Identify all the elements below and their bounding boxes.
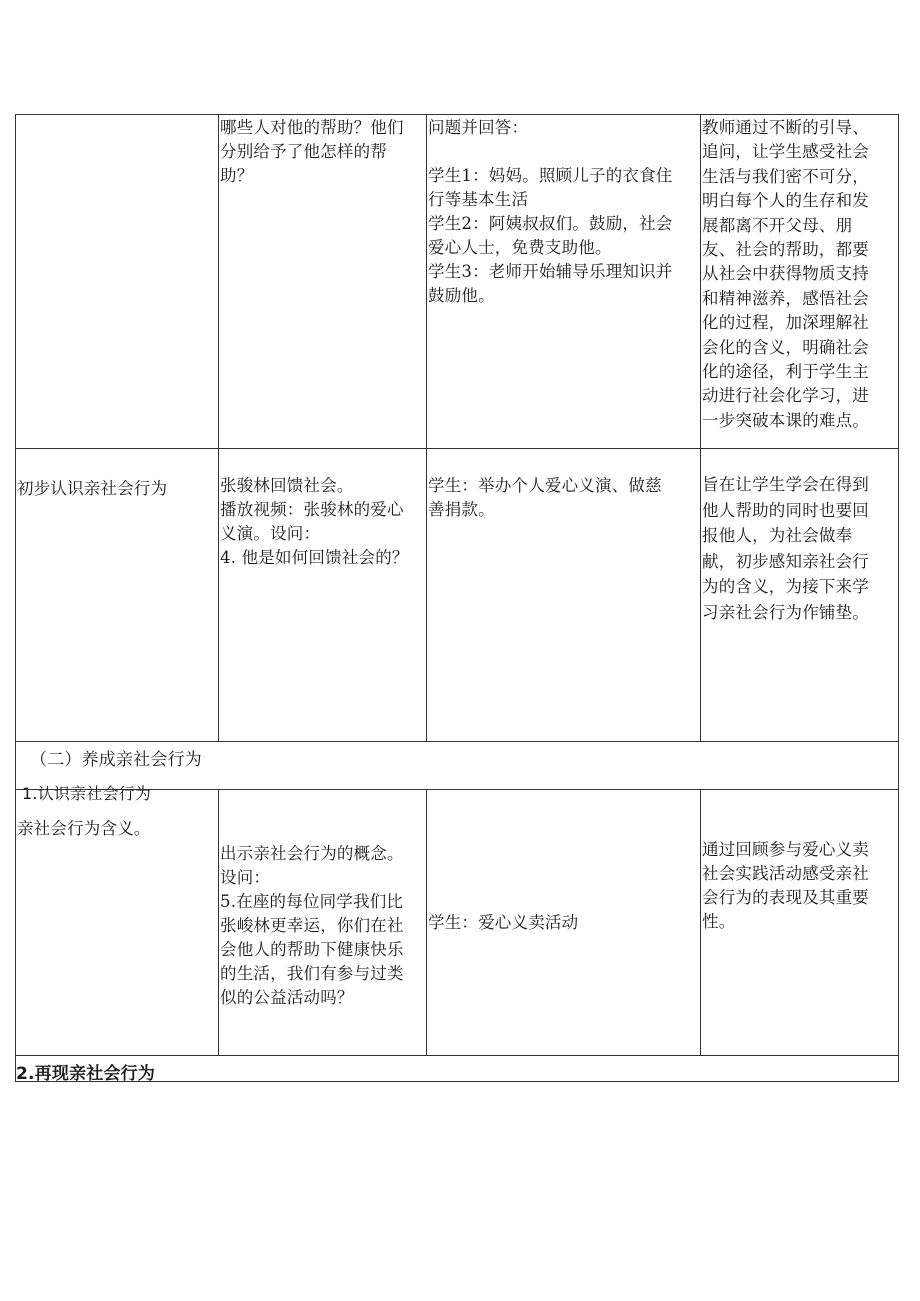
row3-activity-cell (220, 842, 404, 1010)
row1-intent-cell (702, 116, 869, 433)
text-line: 鼓励他。 (428, 286, 495, 305)
text-line: 初步认识亲社会行为 (17, 479, 168, 498)
text-line: 从社会中获得物质支持 (702, 264, 869, 284)
table-border-left (15, 114, 16, 1082)
row2-student-cell (428, 474, 662, 522)
text-line: 会行为的表现及其重要 (702, 888, 869, 907)
footer-heading-wrap (16, 1058, 416, 1084)
text-line: 旨在让学生学会在得到 (702, 475, 869, 494)
text-line: 性。 (702, 912, 736, 931)
text-line (428, 140, 673, 164)
text-line: 义演。设问： (220, 524, 321, 543)
text-line: 动进行社会化学习，进 (702, 386, 869, 406)
text-line: 出示亲社会行为的概念。 (220, 844, 404, 863)
text-line: 学生1：妈妈。照顾儿子的衣食住 (428, 166, 673, 185)
col-divider-2a (426, 114, 427, 742)
text-line: 张峻林更幸运，你们在社 (220, 916, 404, 935)
section-heading: （二）养成亲社会行为 (30, 750, 202, 770)
text-line: 学生：爱心义卖活动 (428, 913, 579, 932)
col-divider-3a (700, 114, 701, 742)
text-line: 设问： (220, 868, 271, 887)
text-line: 5.在座的每位同学我们比 (220, 892, 404, 911)
footer-heading: 2.再现亲社会行为 (16, 1064, 156, 1084)
text-line: 习亲社会行为作铺垫。 (702, 602, 869, 622)
row1-question-cell (220, 116, 404, 188)
text-line: 似的公益活动吗？ (220, 988, 354, 1007)
text-line: 亲社会行为含义。 (17, 819, 151, 838)
text-line: 助？ (220, 166, 254, 185)
row2-stage-cell (17, 477, 167, 501)
table-border-right (898, 114, 899, 1082)
text-line: 会化的含义，明确社会 (702, 337, 869, 357)
text-line: 问题并回答： (428, 118, 529, 137)
text-line: 生活与我们密不可分， (702, 166, 869, 186)
text-line: 行等基本生活 (428, 190, 529, 209)
row1-student-cell (428, 116, 673, 308)
text-line: 展都离不开父母、朋 (702, 215, 853, 235)
row3-intent-cell (702, 838, 869, 934)
text-line: 学生2：阿姨叔叔们。鼓励，社会 (428, 214, 673, 233)
row3-student-cell (428, 911, 578, 935)
text-line: 学生3：老师开始辅导乐理知识并 (428, 262, 673, 281)
text-line: 会他人的帮助下健康快乐 (220, 940, 404, 959)
row-divider-1 (15, 448, 899, 449)
row-divider-4 (15, 1055, 899, 1056)
text-line: 和精神滋养，感悟社会 (702, 288, 869, 308)
text-line: 献，初步感知亲社会行 (702, 551, 869, 571)
text-line: 报他人，为社会做奉 (702, 526, 853, 545)
clipped-subheading: 1.认识亲社会行为 (22, 784, 152, 803)
text-line: 化的过程，加深理解社 (702, 313, 869, 333)
text-line: 张骏林回馈社会。 (220, 476, 354, 495)
text-line: 善捐款。 (428, 500, 495, 519)
col-divider-3b (700, 789, 701, 1056)
text-line: 一步突破本课的难点。 (702, 410, 869, 430)
text-line: 播放视频：张骏林的爱心 (220, 500, 404, 519)
text-line: 为的含义，为接下来学 (702, 577, 869, 596)
text-line: 社会实践活动感受亲社 (702, 864, 869, 883)
row-divider-2 (15, 741, 899, 742)
row2-intent-cell (702, 472, 869, 625)
text-line: 爱心人士，免费支助他。 (428, 238, 612, 257)
col-divider-1a (218, 114, 219, 742)
table-border-top (15, 114, 899, 115)
text-line: 学生：举办个人爱心义演、做慈 (428, 476, 662, 495)
text-line: 的生活，我们有参与过类 (220, 964, 404, 983)
text-line: 追问，让学生感受社会 (702, 142, 869, 162)
text-line: 4. 他是如何回馈社会的？ (220, 548, 409, 567)
text-line: 通过回顾参与爱心义卖 (702, 840, 869, 859)
clipped-subheading-wrap (22, 782, 322, 803)
text-line: 哪些人对他的帮助？他们 (220, 118, 404, 137)
row2-activity-cell (220, 474, 409, 570)
text-line: 分别给予了他怎样的帮 (220, 142, 387, 161)
text-line: 友、社会的帮助，都要 (702, 240, 869, 260)
col-divider-2b (426, 789, 427, 1056)
text-line: 他人帮助的同时也要回 (702, 500, 869, 520)
text-line: 明白每个人的生存和发 (702, 191, 869, 211)
text-line: 化的途径，利于学生主 (702, 362, 869, 382)
text-line: 教师通过不断的引导、 (702, 118, 869, 137)
col-divider-1b (218, 789, 219, 1056)
row3-stage-cell (17, 817, 151, 841)
